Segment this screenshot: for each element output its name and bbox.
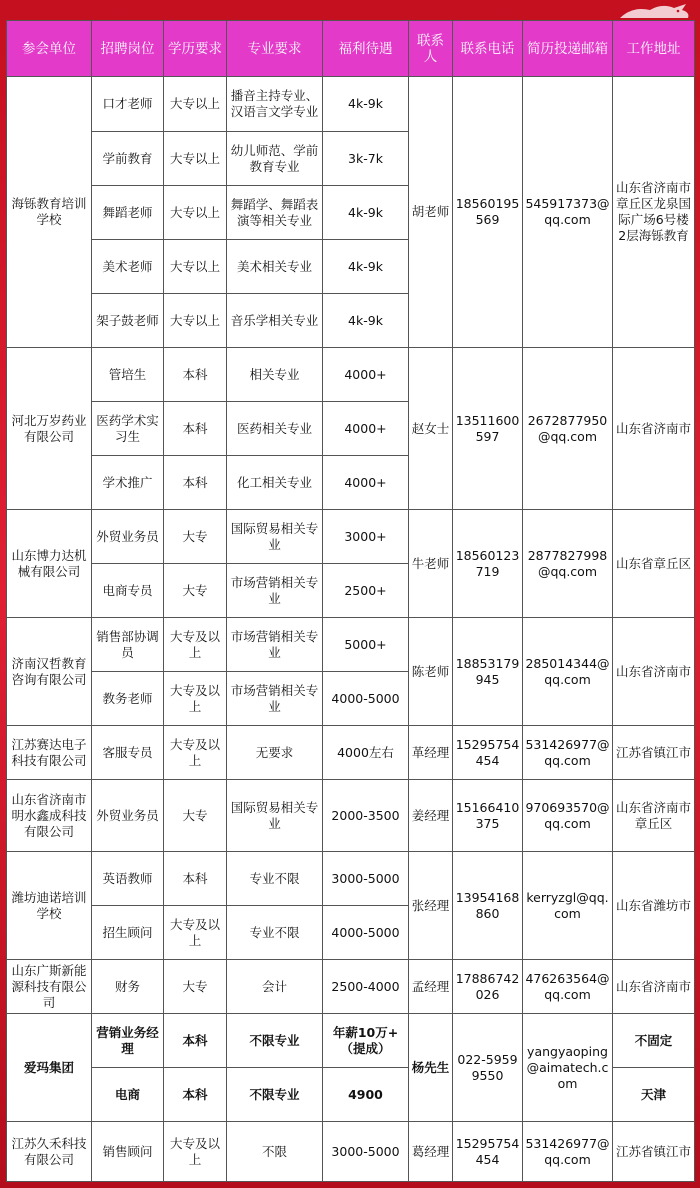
company-address: 山东省潍坊市 <box>613 852 695 960</box>
job-position: 医药学术实习生 <box>92 402 164 456</box>
company-email: yangyaoping@aimatech.com <box>523 1014 613 1122</box>
table-row <box>7 618 695 672</box>
job-education: 大专以上 <box>164 294 227 348</box>
header-major: 专业要求 <box>227 21 323 77</box>
company-email: 531426977@qq.com <box>523 726 613 780</box>
job-salary: 2000-3500 <box>323 780 409 852</box>
job-salary: 4000+ <box>323 402 409 456</box>
job-education: 大专 <box>164 780 227 852</box>
job-salary: 4k-9k <box>323 186 409 240</box>
company-name: 爱玛集团 <box>7 1014 92 1122</box>
job-position: 教务老师 <box>92 672 164 726</box>
job-salary: 3000+ <box>323 510 409 564</box>
recruitment-table-container <box>6 20 694 1182</box>
header-company: 参会单位 <box>7 21 92 77</box>
job-salary: 2500-4000 <box>323 960 409 1014</box>
job-position: 学术推广 <box>92 456 164 510</box>
company-phone: 17886742026 <box>453 960 523 1014</box>
job-education: 大专 <box>164 510 227 564</box>
table-row <box>7 77 695 132</box>
company-email: 531426977@qq.com <box>523 1122 613 1182</box>
job-education: 本科 <box>164 348 227 402</box>
job-education: 大专 <box>164 564 227 618</box>
header-salary: 福利待遇 <box>323 21 409 77</box>
table-row <box>7 1122 695 1182</box>
job-major: 国际贸易相关专业 <box>227 780 323 852</box>
company-email: 545917373@qq.com <box>523 77 613 348</box>
table-row <box>7 780 695 852</box>
table-row <box>7 726 695 780</box>
company-contact: 杨先生 <box>409 1014 453 1122</box>
job-position: 销售顾问 <box>92 1122 164 1182</box>
job-education: 大专及以上 <box>164 906 227 960</box>
company-phone: 15166410375 <box>453 780 523 852</box>
company-phone: 15295754454 <box>453 1122 523 1182</box>
job-education: 本科 <box>164 852 227 906</box>
company-name: 江苏赛达电子科技有限公司 <box>7 726 92 780</box>
job-major: 不限专业 <box>227 1068 323 1122</box>
company-contact: 陈老师 <box>409 618 453 726</box>
job-education: 大专及以上 <box>164 726 227 780</box>
company-name: 山东省济南市明水鑫成科技有限公司 <box>7 780 92 852</box>
table-row <box>7 510 695 564</box>
table-row <box>7 1014 695 1068</box>
job-education: 大专以上 <box>164 240 227 294</box>
job-major: 国际贸易相关专业 <box>227 510 323 564</box>
company-phone: 022-59599550 <box>453 1014 523 1122</box>
job-major: 医药相关专业 <box>227 402 323 456</box>
company-name: 山东博力达机械有限公司 <box>7 510 92 618</box>
job-major: 会计 <box>227 960 323 1014</box>
job-salary: 4000-5000 <box>323 906 409 960</box>
job-address: 不固定 <box>613 1014 695 1068</box>
job-position: 销售部协调员 <box>92 618 164 672</box>
company-phone: 13954168860 <box>453 852 523 960</box>
company-name: 济南汉哲教育咨询有限公司 <box>7 618 92 726</box>
job-major: 舞蹈学、舞蹈表演等相关专业 <box>227 186 323 240</box>
job-major: 化工相关专业 <box>227 456 323 510</box>
job-major: 市场营销相关专业 <box>227 618 323 672</box>
job-major: 市场营销相关专业 <box>227 672 323 726</box>
job-salary: 4000+ <box>323 348 409 402</box>
company-contact: 赵女士 <box>409 348 453 510</box>
job-salary: 2500+ <box>323 564 409 618</box>
job-position: 电商 <box>92 1068 164 1122</box>
company-phone: 15295754454 <box>453 726 523 780</box>
job-position: 英语教师 <box>92 852 164 906</box>
recruitment-table <box>6 20 695 1182</box>
header-contact: 联系人 <box>409 21 453 77</box>
company-email: 285014344@qq.com <box>523 618 613 726</box>
job-education: 大专以上 <box>164 77 227 132</box>
job-salary: 5000+ <box>323 618 409 672</box>
job-position: 舞蹈老师 <box>92 186 164 240</box>
company-address: 江苏省镇江市 <box>613 1122 695 1182</box>
company-contact: 葛经理 <box>409 1122 453 1182</box>
job-education: 本科 <box>164 1014 227 1068</box>
company-contact: 牛老师 <box>409 510 453 618</box>
job-position: 美术老师 <box>92 240 164 294</box>
job-education: 本科 <box>164 402 227 456</box>
company-email: 2672877950@qq.com <box>523 348 613 510</box>
job-education: 大专以上 <box>164 186 227 240</box>
company-email: 2877827998@qq.com <box>523 510 613 618</box>
job-position: 客服专员 <box>92 726 164 780</box>
job-major: 市场营销相关专业 <box>227 564 323 618</box>
job-salary: 4000-5000 <box>323 672 409 726</box>
job-major: 美术相关专业 <box>227 240 323 294</box>
job-position: 电商专员 <box>92 564 164 618</box>
company-name: 山东广斯新能源科技有限公司 <box>7 960 92 1014</box>
job-position: 外贸业务员 <box>92 780 164 852</box>
job-position: 架子鼓老师 <box>92 294 164 348</box>
job-education: 大专 <box>164 960 227 1014</box>
job-salary: 年薪10万+（提成） <box>323 1014 409 1068</box>
job-position: 招生顾问 <box>92 906 164 960</box>
job-major: 不限专业 <box>227 1014 323 1068</box>
table-row <box>7 852 695 906</box>
job-position: 口才老师 <box>92 77 164 132</box>
company-contact: 胡老师 <box>409 77 453 348</box>
rabbit-logo <box>612 0 696 22</box>
company-address: 江苏省镇江市 <box>613 726 695 780</box>
job-position: 管培生 <box>92 348 164 402</box>
job-position: 外贸业务员 <box>92 510 164 564</box>
job-salary: 4k-9k <box>323 294 409 348</box>
header-row <box>7 21 695 77</box>
job-education: 大专及以上 <box>164 618 227 672</box>
job-salary: 4k-9k <box>323 77 409 132</box>
job-education: 本科 <box>164 456 227 510</box>
job-major: 幼儿师范、学前教育专业 <box>227 132 323 186</box>
company-email: 476263564@qq.com <box>523 960 613 1014</box>
company-address: 山东省章丘区 <box>613 510 695 618</box>
job-position: 营销业务经理 <box>92 1014 164 1068</box>
job-major: 专业不限 <box>227 906 323 960</box>
header-phone: 联系电话 <box>453 21 523 77</box>
company-email: 970693570@qq.com <box>523 780 613 852</box>
job-address: 天津 <box>613 1068 695 1122</box>
company-name: 潍坊迪诺培训学校 <box>7 852 92 960</box>
job-salary: 3k-7k <box>323 132 409 186</box>
job-salary: 3000-5000 <box>323 852 409 906</box>
company-phone: 18853179945 <box>453 618 523 726</box>
company-contact: 姜经理 <box>409 780 453 852</box>
job-salary: 4k-9k <box>323 240 409 294</box>
company-phone: 13511600597 <box>453 348 523 510</box>
header-address: 工作地址 <box>613 21 695 77</box>
job-major: 相关专业 <box>227 348 323 402</box>
job-salary: 4000左右 <box>323 726 409 780</box>
company-contact: 孟经理 <box>409 960 453 1014</box>
header-education: 学历要求 <box>164 21 227 77</box>
job-education: 大专及以上 <box>164 672 227 726</box>
company-address: 山东省济南市 <box>613 960 695 1014</box>
table-row <box>7 960 695 1014</box>
job-major: 专业不限 <box>227 852 323 906</box>
job-salary: 3000-5000 <box>323 1122 409 1182</box>
job-major: 播音主持专业、汉语言文学专业 <box>227 77 323 132</box>
company-address: 山东省济南市 <box>613 618 695 726</box>
job-major: 不限 <box>227 1122 323 1182</box>
company-phone: 18560123719 <box>453 510 523 618</box>
job-education: 大专及以上 <box>164 1122 227 1182</box>
job-education: 本科 <box>164 1068 227 1122</box>
company-phone: 18560195569 <box>453 77 523 348</box>
job-position: 财务 <box>92 960 164 1014</box>
job-major: 无要求 <box>227 726 323 780</box>
job-education: 大专以上 <box>164 132 227 186</box>
job-salary: 4900 <box>323 1068 409 1122</box>
company-name: 海铄教育培训学校 <box>7 77 92 348</box>
job-salary: 4000+ <box>323 456 409 510</box>
job-position: 学前教育 <box>92 132 164 186</box>
header-email: 简历投递邮箱 <box>523 21 613 77</box>
company-name: 江苏久禾科技有限公司 <box>7 1122 92 1182</box>
company-email: kerryzgl@qq.com <box>523 852 613 960</box>
company-address: 山东省济南市 <box>613 348 695 510</box>
table-row <box>7 348 695 402</box>
header-position: 招聘岗位 <box>92 21 164 77</box>
company-contact: 革经理 <box>409 726 453 780</box>
company-contact: 张经理 <box>409 852 453 960</box>
company-name: 河北万岁药业有限公司 <box>7 348 92 510</box>
company-address: 山东省济南市章丘区 <box>613 780 695 852</box>
job-major: 音乐学相关专业 <box>227 294 323 348</box>
company-address: 山东省济南市章丘区龙泉国际广场6号楼2层海铄教育 <box>613 77 695 348</box>
